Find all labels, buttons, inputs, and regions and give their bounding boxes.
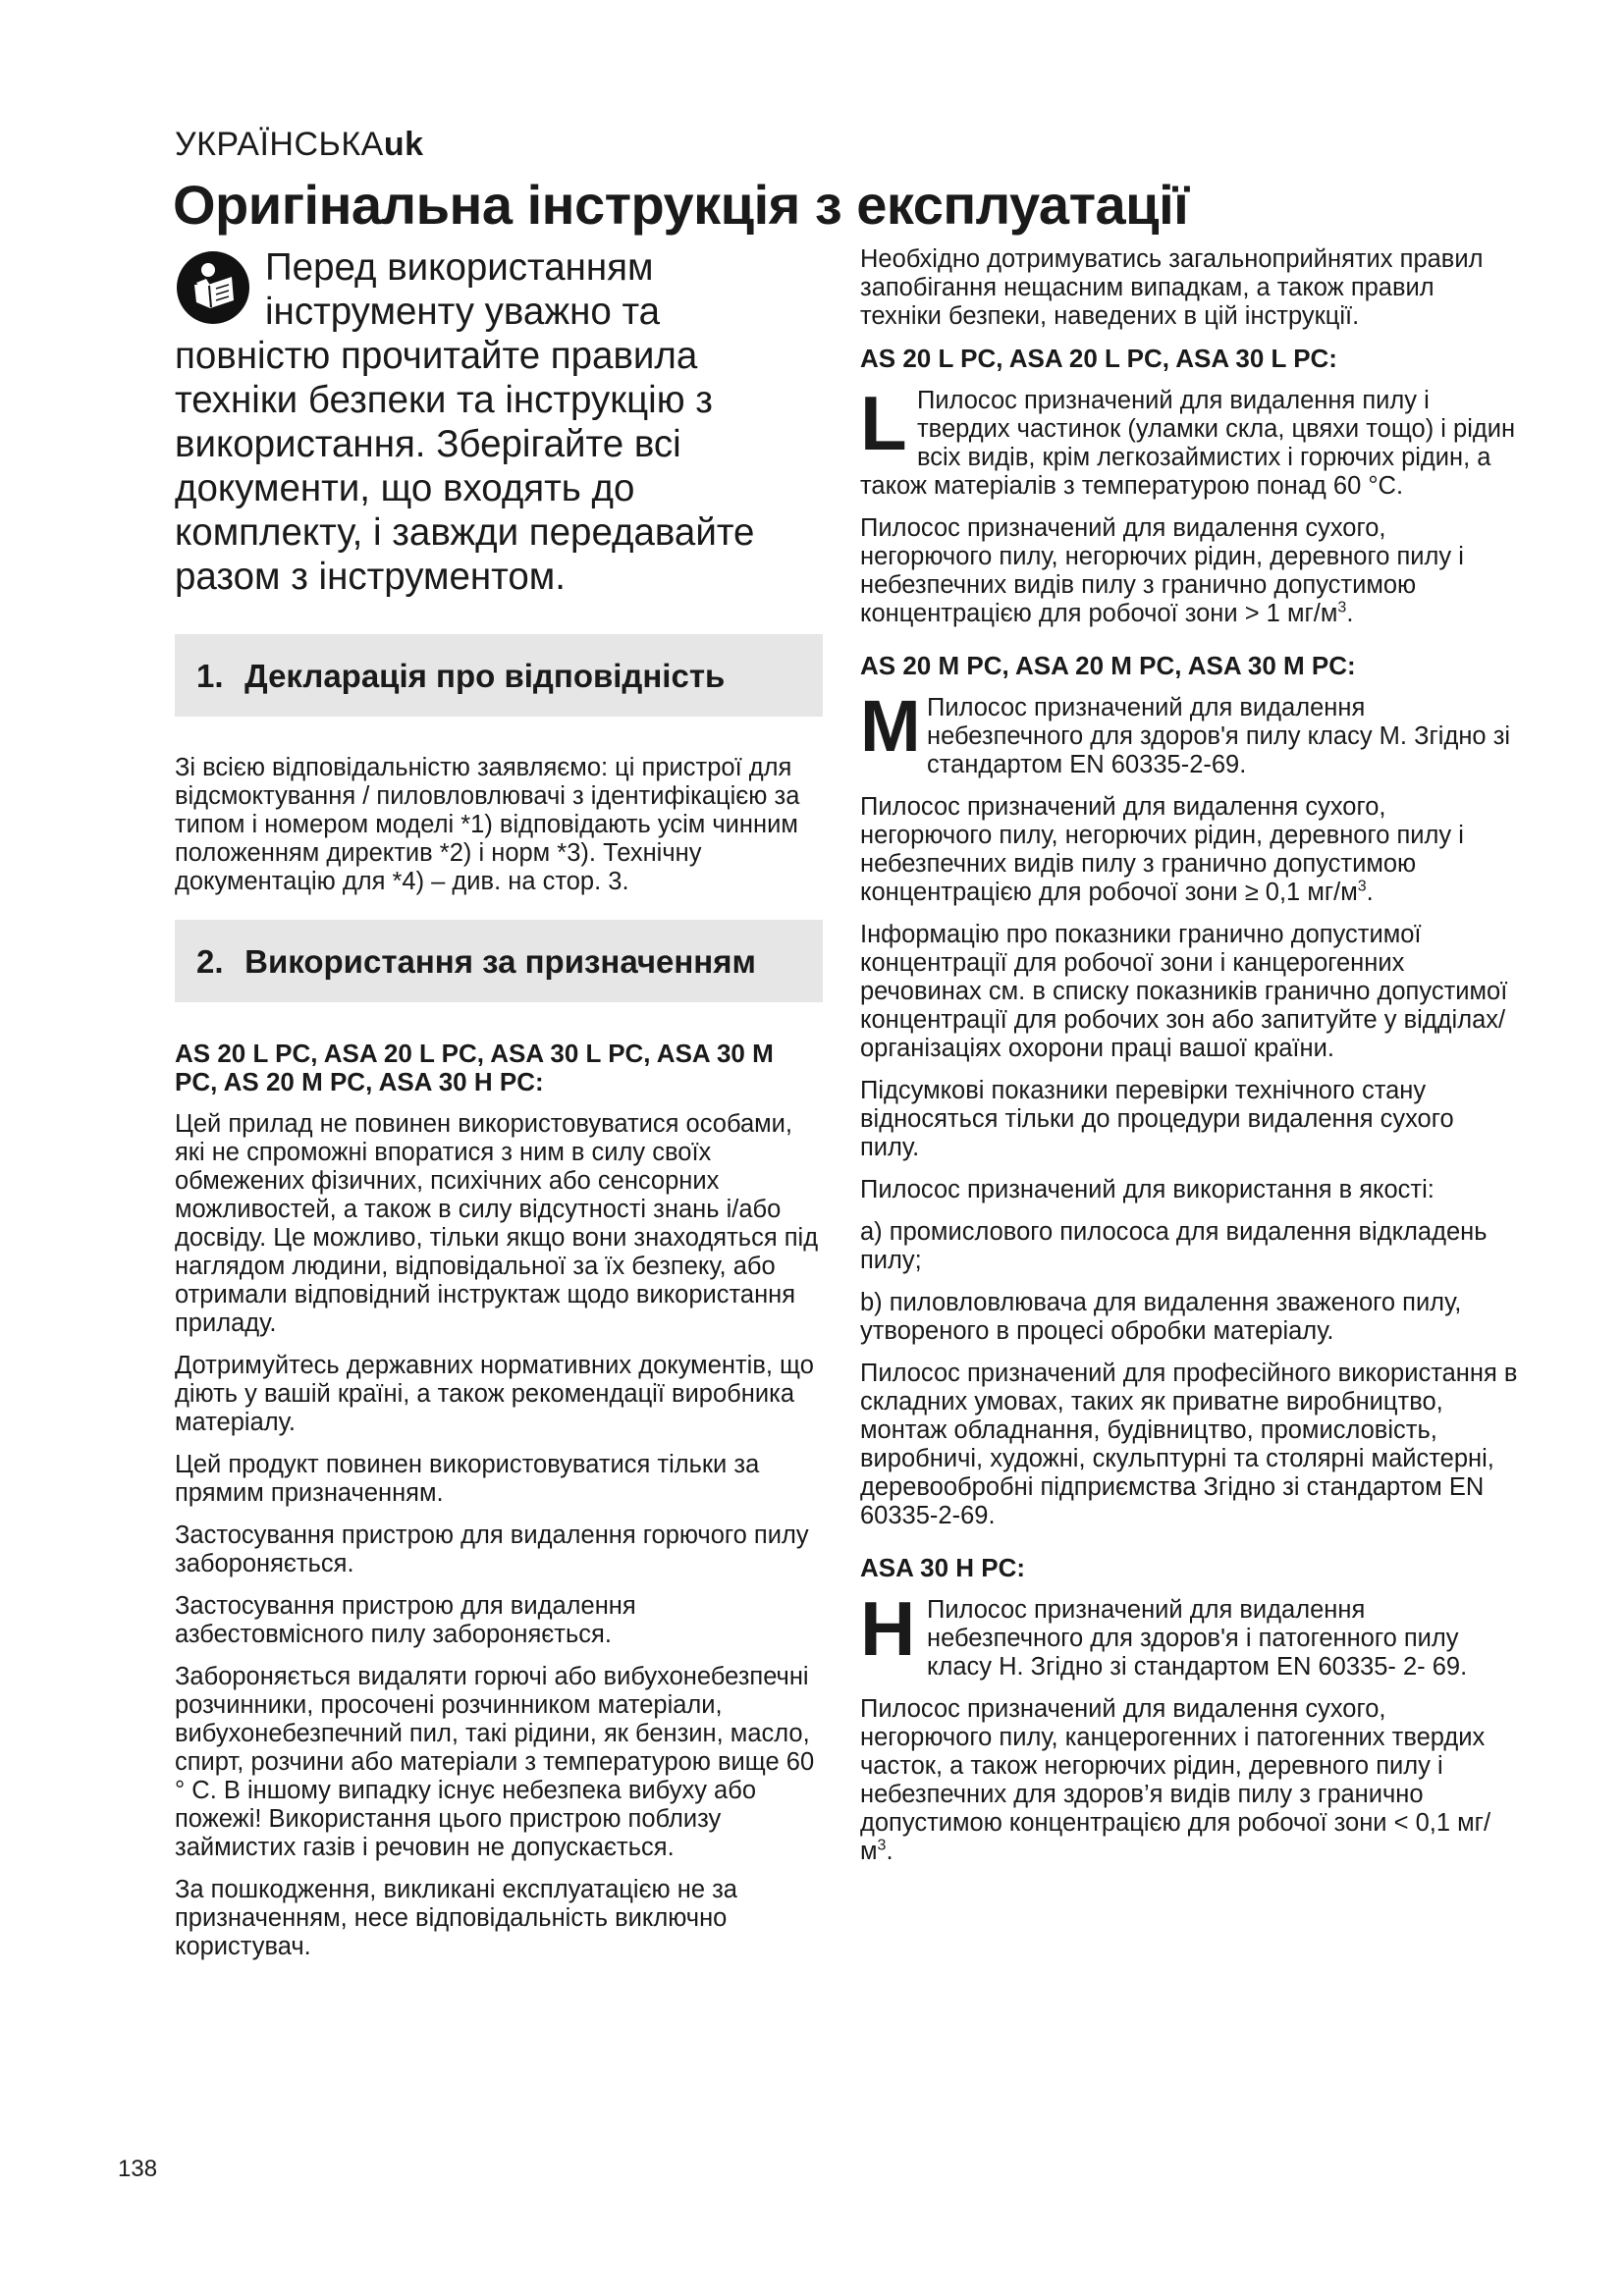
h-class-heading: ASA 30 H PC: (860, 1553, 1026, 1582)
paragraph: Інформацію про показники гранично допустимої концентрації для робочої зони і канцерогенних речовинах см. в списку показників гранично допустимої концентрації для робочих зон або запитуйте у відділах/організаціях охорони праці вашої країни. (860, 921, 1508, 1062)
dust-class-l-icon: L (860, 380, 907, 466)
section-title: Використання за призначенням (244, 943, 756, 980)
period: . (1346, 600, 1354, 627)
paragraph: Цей прилад не повинен використовуватися особами, які не спроможні впоратися з ним в силу своїх обмежених фізичних, психічних або сенсорних можливостей, а також в силу відсутності знань і/або досвіду. Це можливо, тільки якщо вони знаходяться під наглядом людини, відповідальної за їх безпеку, або отримали відповідний інструктаж щодо використання приладу. (175, 1110, 819, 1337)
paragraph: Підсумкові показники перевірки технічного стану відносяться тільки до процедури видалення сухого пилу. (860, 1077, 1454, 1161)
m-class-text-2 (860, 793, 1518, 907)
section-title: Декларація про відповідність (244, 658, 726, 694)
section-heading-intended-use (175, 920, 823, 1002)
paragraph: Пилосос призначений для використання в якості: (860, 1176, 1435, 1203)
declaration-text: Зі всією відповідальністю заявляємо: ці пристрої для відсмоктування / пиловловлювачі з ідентифікацією за типом і номером моделі *1) відповідають усім чинним положенням директив *2) і норм *3). Технічну документацію для *4) – див. на стор. 3. (175, 754, 800, 895)
read-manual-icon (175, 249, 251, 326)
list-item: a) промислового пилососа для видалення відкладень пилу; (860, 1218, 1488, 1274)
intro-text: Перед використанням інструменту уважно та повністю прочитайте правила техніки безпеки та інструкцію з використання. Зберігайте всі документи, що входять до комплекту, і завжди передавайте разом з інструментом. (175, 246, 755, 598)
language-label (175, 126, 424, 164)
period: . (886, 1838, 893, 1865)
intro-warning (175, 245, 823, 599)
right-column (860, 245, 1518, 1880)
dust-class-h-icon: H (860, 1585, 916, 1672)
l-class-text-2-body: Пилосос призначений для видалення сухого, негорючого пилу, негорючих рідин, деревного пилу і небезпечних видів пилу з гранично допустимою концентрацією для робочої зони > 1 мг/м (860, 514, 1464, 627)
left-column (175, 245, 823, 1975)
language-name: УКРАЇНСЬКА (175, 126, 384, 163)
unit-exponent: 3 (877, 1837, 887, 1854)
unit-exponent: 3 (1357, 878, 1367, 895)
page-title: Оригінальна інструкція з експлуатації (173, 174, 1189, 236)
section-number: 2. (196, 943, 224, 980)
m-class-text-2-body: Пилосос призначений для видалення сухого, негорючого пилу, негорючих рідин, деревного пилу і небезпечних видів пилу з гранично допустимою концентрацією для робочої зони ≥ 0,1 мг/м (860, 793, 1464, 906)
paragraph: За пошкодження, викликані експлуатацією не за призначенням, несе відповідальність виключно користувач. (175, 1876, 737, 1960)
paragraph: Пилосос призначений для професійного використання в складних умовах, таких як приватне виробництво, монтаж обладнання, будівництво, промисловість, виробничі, художні, скульптурні та столярні майстерні, деревообробні підприємства Згідно зі стандартом EN 60335-2-69. (860, 1360, 1518, 1529)
l-class-heading: AS 20 L PC, ASA 20 L PC, ASA 30 L PC: (860, 344, 1337, 373)
paragraph: Застосування пристрою для видалення горючого пилу забороняється. (175, 1522, 809, 1577)
m-class-heading: AS 20 M PC, ASA 20 M PC, ASA 30 M PC: (860, 651, 1356, 680)
h-class-text-2-body: Пилосос призначений для видалення сухого, негорючого пилу, канцерогенних і патогенних твердих часток, а також негорючих рідин, деревного пилу і небезпечних для здоров’я видів пилу з гранично допустимою концентрацією для робочої зони < 0,1 мг/м (860, 1695, 1491, 1865)
paragraph: Необхідно дотримуватись загальноприйнятих правил запобігання нещасним випадкам, а також правил техніки безпеки, наведених в цій інструкції. (860, 245, 1484, 330)
h-class-text: Пилосос призначений для видалення небезпечного для здоров'я і патогенного пилу класу H. Згідно зі стандартом EN 60335- 2- 69. (927, 1596, 1468, 1681)
models-heading: AS 20 L PC, ASA 20 L PC, ASA 30 L PC, ASA 30 M PC, AS 20 M PC, ASA 30 H PC: (175, 1039, 774, 1096)
period: . (1366, 879, 1374, 906)
m-class-block (860, 685, 1518, 779)
list-item: b) пиловловлювача для видалення зваженого пилу, утвореного в процесі обробки матеріалу. (860, 1289, 1462, 1345)
l-class-text-2 (860, 514, 1518, 628)
paragraph: Цей продукт повинен використовуватися тільки за прямим призначенням. (175, 1451, 760, 1507)
dust-class-m-icon: M (860, 685, 921, 767)
m-class-text: Пилосос призначений для видалення небезпечного для здоров'я пилу класу M. Згідно зі стандартом EN 60335-2-69. (927, 694, 1511, 778)
l-class-block (860, 380, 1518, 501)
unit-exponent: 3 (1337, 599, 1347, 616)
language-code: uk (383, 126, 424, 163)
h-class-text-2 (860, 1695, 1518, 1866)
page-number: 138 (118, 2156, 158, 2182)
h-class-block (860, 1585, 1518, 1682)
paragraph: Застосування пристрою для видалення азбестовмісного пилу забороняється. (175, 1592, 636, 1648)
section-number: 1. (196, 658, 224, 694)
paragraph: Забороняється видаляти горючі або вибухонебезпечні розчинники, просочені розчинником матеріали, вибухонебезпечний пил, такі рідини, як бензин, масло, спирт, розчини або матеріали з температурою вище 60 ° С. В іншому випадку існує небезпека вибуху або пожежі! Використання цього пристрою поблизу займистих газів і речовин не допускається. (175, 1663, 815, 1861)
section-heading-declaration (175, 634, 823, 717)
l-class-text: Пилосос призначений для видалення пилу і твердих частинок (уламки скла, цвяхи тощо) і рідин всіх видів, крім легкозаймистих і горючих рідин, а також матеріалів з температурою понад 60 °C. (860, 387, 1516, 500)
paragraph: Дотримуйтесь державних нормативних документів, що діють у вашій країні, а також рекомендації виробника матеріалу. (175, 1352, 814, 1436)
